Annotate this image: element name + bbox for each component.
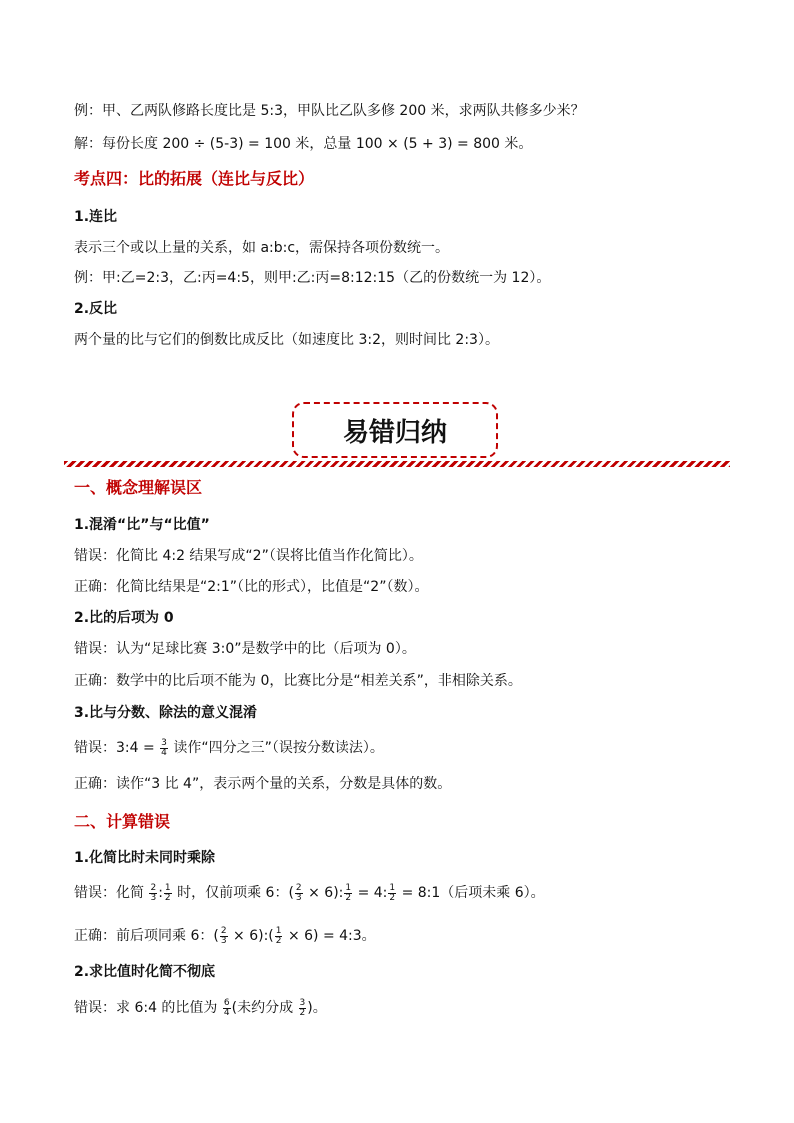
part1-s3-wrong xyxy=(74,738,384,758)
part1-s2-wrong: 错误：认为“足球比赛 3:0”是数学中的比（后项为 0）。 xyxy=(74,641,416,657)
part2-s2-title: 2.求比值时化简不彻底 xyxy=(74,964,216,980)
numerator: 2 xyxy=(220,925,227,936)
denominator: 3 xyxy=(220,935,227,946)
denominator: 2 xyxy=(345,892,352,903)
denominator: 2 xyxy=(299,1007,306,1018)
denominator: 2 xyxy=(389,892,396,903)
text-fragment: 读作“四分之三”（误按分数读法）。 xyxy=(173,740,384,756)
denominator: 4 xyxy=(223,1007,230,1018)
part2-heading: 二、计算错误 xyxy=(74,812,171,831)
numerator: 2 xyxy=(295,882,302,893)
text-fragment: = 8:1（后项未乘 6）。 xyxy=(401,885,545,901)
text-fragment: 正确：前后项同乘 6：( xyxy=(74,928,219,944)
numerator: 2 xyxy=(150,882,157,893)
part2-s1-wrong: 错误：化简 $\frac{2}{3}$ : $\frac{1}{2}$ 时，仅前项乘 6：( $\frac{2}{3}$ × 6): $\frac{1}{2}$ = 4: $\frac{1}{2}$ = 8:1（后项未乘 6）。 xyxy=(74,882,545,903)
text-fragment: 错误：3:4 = xyxy=(74,740,155,756)
fraction-1-2 xyxy=(164,884,172,903)
item-desc-fanbi: 两个量的比与它们的倒数比成反比（如速度比 3:2，则时间比 2:3）。 xyxy=(74,332,499,348)
fraction-2-3 xyxy=(149,884,157,903)
example-text: 例：甲、乙两队修路长度比是 5:3，甲队比乙队多修 200 米，求两队共修多少米？ xyxy=(74,103,585,119)
fraction-1-2 xyxy=(344,884,352,903)
fraction-2-3 xyxy=(295,884,303,903)
numerator: 3 xyxy=(299,997,306,1008)
fraction-1-2 xyxy=(275,927,283,946)
text-fragment: = 4: xyxy=(357,885,388,901)
numerator: 1 xyxy=(345,882,352,893)
fraction-6-4 xyxy=(223,999,231,1018)
banner-title: 易错归纳 xyxy=(342,417,447,448)
numerator: 1 xyxy=(164,882,171,893)
fraction-3-4 xyxy=(160,739,168,758)
numerator: 3 xyxy=(161,737,167,748)
numerator: 1 xyxy=(275,925,282,936)
text-fragment: (未约分成 xyxy=(231,1000,294,1016)
denominator: 3 xyxy=(150,892,157,903)
banner-divider xyxy=(64,461,730,467)
text-fragment: )。 xyxy=(307,1000,327,1016)
text-fragment: 错误：求 6:4 的比值为 xyxy=(74,1000,218,1016)
text-fragment: × 6) = 4:3。 xyxy=(287,928,376,944)
part1-s3-right: 正确：读作“3 比 4”，表示两个量的关系，分数是具体的数。 xyxy=(74,776,452,792)
denominator: 4 xyxy=(161,747,167,758)
text-fragment: × 6): xyxy=(308,885,344,901)
fraction-3-2 xyxy=(299,999,307,1018)
denominator: 3 xyxy=(295,892,302,903)
numerator: 6 xyxy=(223,997,230,1008)
denominator: 2 xyxy=(275,935,282,946)
section-heading-4: 考点四：比的拓展（连比与反比） xyxy=(74,169,315,188)
solution-text: 解：每份长度 200 ÷ (5-3) = 100 米，总量 100 × (5 + 3) = 800 米。 xyxy=(74,136,533,152)
item-title-lianbi: 1.连比 xyxy=(74,209,118,225)
part1-s3-title: 3.比与分数、除法的意义混淆 xyxy=(74,705,258,721)
denominator: 2 xyxy=(164,892,171,903)
text-fragment: 错误：化简 xyxy=(74,885,144,901)
part1-s1-right: 正确：化简比结果是“2:1”（比的形式），比值是“2”（数）。 xyxy=(74,579,429,595)
part2-s1-title: 1.化简比时未同时乘除 xyxy=(74,850,216,866)
numerator: 1 xyxy=(389,882,396,893)
fraction-2-3 xyxy=(220,927,228,946)
text-fragment: 时，仅前项乘 6：( xyxy=(177,885,294,901)
section-banner xyxy=(292,402,498,458)
part1-heading: 一、概念理解误区 xyxy=(74,478,203,497)
part1-s1-title: 1.混淆“比”与“比值” xyxy=(74,517,210,533)
item-title-fanbi: 2.反比 xyxy=(74,301,118,317)
fraction-1-2 xyxy=(388,884,396,903)
item-example-lianbi: 例：甲:乙=2:3，乙:丙=4:5，则甲:乙:丙=8:12:15（乙的份数统一为 12）。 xyxy=(74,270,551,286)
part2-s2-wrong xyxy=(74,998,327,1018)
text-fragment: × 6):( xyxy=(233,928,274,944)
part1-s1-wrong: 错误：化简比 4:2 结果写成“2”（误将比值当作化简比）。 xyxy=(74,548,423,564)
item-desc-lianbi: 表示三个或以上量的关系，如 a:b:c，需保持各项份数统一。 xyxy=(74,240,450,256)
part2-s1-right xyxy=(74,926,376,946)
part1-s2-right: 正确：数学中的比后项不能为 0，比赛比分是“相差关系”，非相除关系。 xyxy=(74,673,522,689)
part1-s2-title: 2.比的后项为 0 xyxy=(74,610,174,626)
